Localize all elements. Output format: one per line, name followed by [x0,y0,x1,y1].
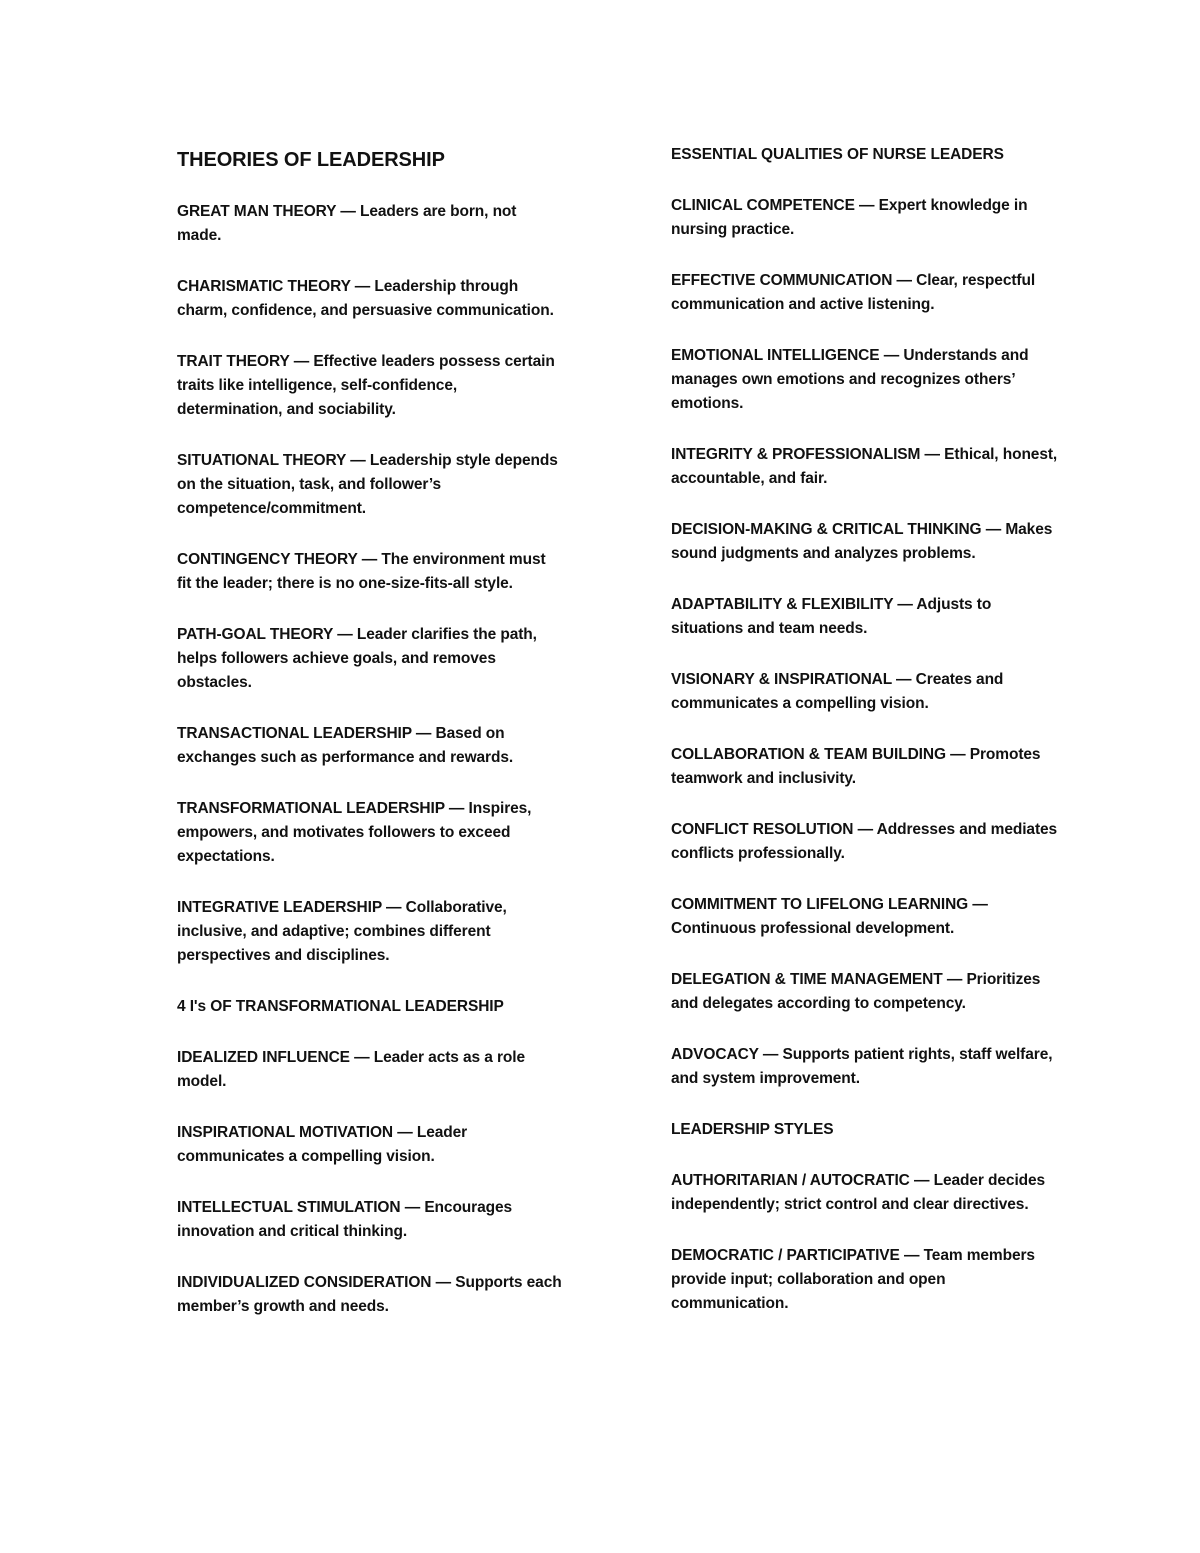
four-is-term: IDEALIZED INFLUENCE — [177,1049,374,1066]
theory-entry [177,896,562,968]
four-is-entry [177,1196,562,1244]
theory-description: Collaborative, inclusive, and adaptive; combines different perspectives and disciplines. [177,899,507,964]
theory-entry [177,200,562,248]
theory-description: Leaders are born, not made. [177,203,517,244]
theory-term: CONTINGENCY THEORY — [177,551,381,568]
four-is-entry [177,1046,562,1094]
four-is-term: INDIVIDUALIZED CONSIDERATION — [177,1274,455,1291]
theory-term: TRAIT THEORY — [177,353,313,370]
theory-entry [177,350,562,422]
quality-description: Supports patient rights, staff welfare, and system improvement. [671,1046,1053,1087]
quality-term: ADAPTABILITY & FLEXIBILITY — [671,596,916,613]
quality-term: DECISION-MAKING & CRITICAL THINKING — [671,521,1005,538]
quality-term: COMMITMENT TO LIFELONG LEARNING — [671,896,988,913]
theory-entry [177,722,562,770]
theory-description: Leader clarifies the path, helps followers achieve goals, and removes obstacles. [177,626,537,691]
quality-description: Addresses and mediates conflicts professionally. [671,821,1058,862]
quality-entry [671,743,1066,791]
style-term: AUTHORITARIAN / AUTOCRATIC — [671,1172,934,1189]
quality-entry [671,194,1066,242]
four-is-heading: 4 I's OF TRANSFORMATIONAL LEADERSHIP [177,998,504,1015]
theory-description: Effective leaders possess certain traits like intelligence, self-confidence, determination, and sociability. [177,353,555,418]
style-description: Leader decides independently; strict control and clear directives. [671,1172,1046,1213]
four-is-term: INTELLECTUAL STIMULATION — [177,1199,424,1216]
quality-entry [671,518,1066,566]
theory-term: CHARISMATIC THEORY — [177,278,374,295]
theory-entry [177,548,562,596]
quality-entry [671,968,1066,1016]
quality-description: Creates and communicates a compelling vision. [671,671,1004,712]
theory-description: Based on exchanges such as performance and rewards. [177,725,514,766]
quality-description: Continuous professional development. [671,920,955,937]
quality-entry [671,269,1066,317]
theory-entry [177,797,562,869]
theory-term: GREAT MAN THEORY — [177,203,360,220]
document-title: THEORIES OF LEADERSHIP [177,149,445,171]
style-description: Team members provide input; collaboration and open communication. [671,1247,1035,1312]
theory-description: The environment must fit the leader; there is no one-size-fits-all style. [177,551,546,592]
theory-term: SITUATIONAL THEORY — [177,452,370,469]
quality-description: Makes sound judgments and analyzes problems. [671,521,1053,562]
quality-description: Prioritizes and delegates according to competency. [671,971,1041,1012]
quality-term: DELEGATION & TIME MANAGEMENT — [671,971,966,988]
quality-term: COLLABORATION & TEAM BUILDING — [671,746,970,763]
quality-entry [671,443,1066,491]
theory-term: INTEGRATIVE LEADERSHIP — [177,899,406,916]
four-is-description: Leader acts as a role model. [177,1049,526,1090]
right-column [671,143,1066,1343]
quality-term: CONFLICT RESOLUTION — [671,821,877,838]
quality-term: EMOTIONAL INTELLIGENCE — [671,347,903,364]
quality-term: VISIONARY & INSPIRATIONAL — [671,671,916,688]
quality-entry [671,893,1066,941]
theory-entry [177,275,562,323]
theory-term: PATH-GOAL THEORY — [177,626,357,643]
style-entry [671,1244,1066,1316]
quality-term: CLINICAL COMPETENCE — [671,197,879,214]
theory-description: Inspires, empowers, and motivates followers to exceed expectations. [177,800,532,865]
four-is-entry [177,1271,562,1319]
quality-term: ADVOCACY — [671,1046,782,1063]
quality-description: Expert knowledge in nursing practice. [671,197,1028,238]
quality-entry [671,1043,1066,1091]
quality-entry [671,593,1066,641]
four-is-description: Supports each member’s growth and needs. [177,1274,562,1315]
quality-term: INTEGRITY & PROFESSIONALISM — [671,446,944,463]
quality-entry [671,668,1066,716]
style-entry [671,1169,1066,1217]
theory-entry [177,623,562,695]
quality-entry [671,818,1066,866]
quality-description: Adjusts to situations and team needs. [671,596,992,637]
theory-term: TRANSFORMATIONAL LEADERSHIP — [177,800,469,817]
qualities-heading: ESSENTIAL QUALITIES OF NURSE LEADERS [671,146,1004,163]
four-is-description: Encourages innovation and critical thinking. [177,1199,513,1240]
quality-entry [671,344,1066,416]
quality-description: Understands and manages own emotions and recognizes others’ emotions. [671,347,1029,412]
quality-description: Promotes teamwork and inclusivity. [671,746,1041,787]
theory-description: Leadership style depends on the situation, task, and follower’s competence/commitment. [177,452,558,517]
four-is-description: Leader communicates a compelling vision. [177,1124,468,1165]
four-is-term: INSPIRATIONAL MOTIVATION — [177,1124,417,1141]
quality-description: Clear, respectful communication and active listening. [671,272,1036,313]
styles-heading: LEADERSHIP STYLES [671,1121,834,1138]
quality-description: Ethical, honest, accountable, and fair. [671,446,1058,487]
left-column [177,146,562,1346]
theory-description: Leadership through charm, confidence, and persuasive communication. [177,278,554,319]
four-is-entry [177,1121,562,1169]
quality-term: EFFECTIVE COMMUNICATION — [671,272,916,289]
style-term: DEMOCRATIC / PARTICIPATIVE — [671,1247,924,1264]
theory-term: TRANSACTIONAL LEADERSHIP — [177,725,436,742]
theory-entry [177,449,562,521]
